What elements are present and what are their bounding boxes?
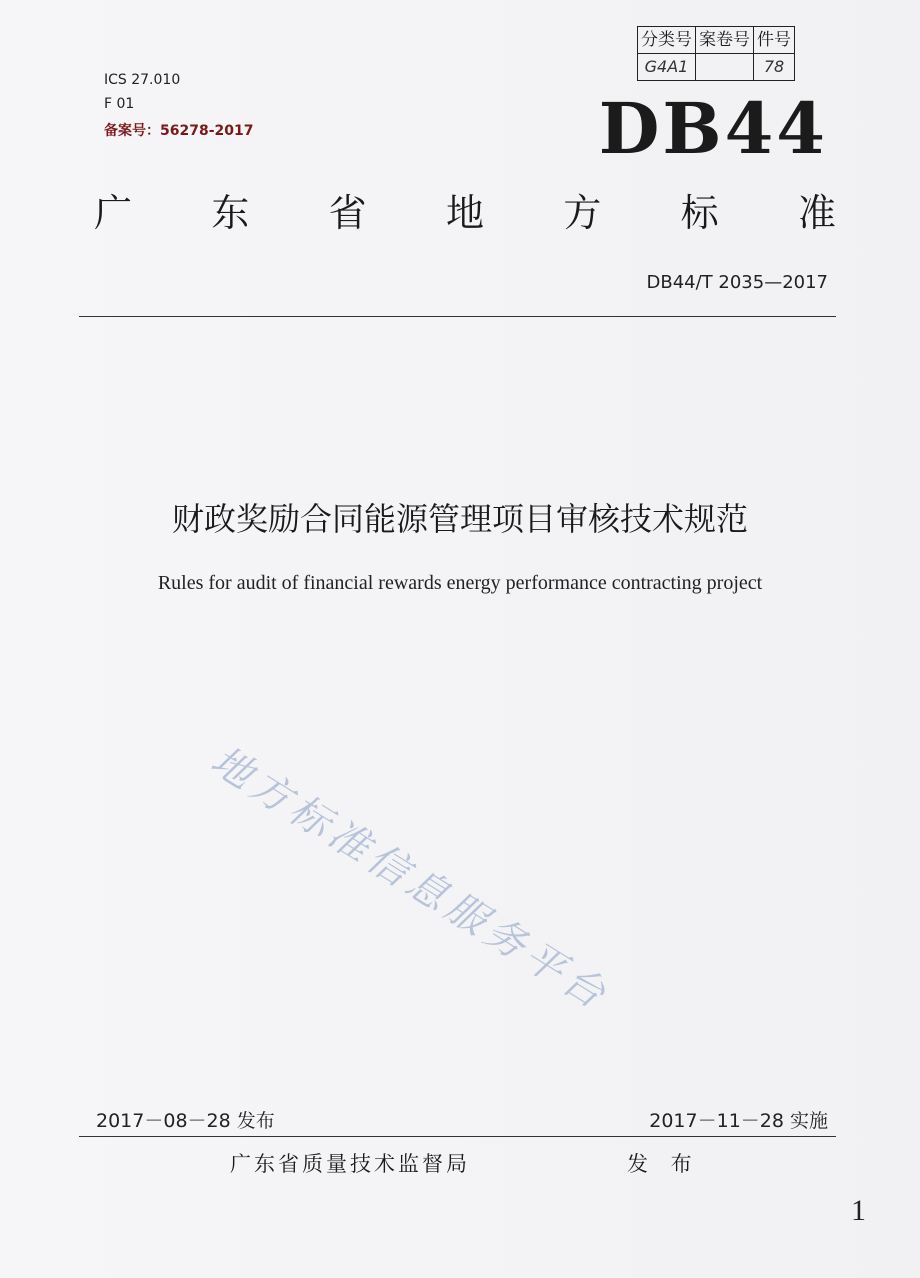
title-chinese: 财政奖励合同能源管理项目审核技术规范 <box>171 500 748 538</box>
ccs-code: F 01 <box>104 96 135 112</box>
standard-code-logo: DB44 <box>598 87 828 170</box>
archive-value-category: G4A1 <box>638 54 696 81</box>
heading-char: 方 <box>563 191 602 235</box>
archive-header-file: 案卷号 <box>696 27 754 54</box>
effective-date: 2017－11－28 实施 <box>649 1110 828 1132</box>
archive-header-row <box>638 27 795 54</box>
footer-divider <box>79 1136 836 1137</box>
ics-code: ICS 27.010 <box>104 72 181 88</box>
watermark-text: 地方标准信息服务平台 <box>202 737 618 1021</box>
registration-number: 备案号：56278-2017 <box>104 123 254 139</box>
header-divider <box>79 316 836 317</box>
archive-stamp-table <box>637 26 795 81</box>
heading-char: 地 <box>445 191 484 235</box>
archive-value-item: 78 <box>754 54 795 81</box>
archive-header-item: 件号 <box>754 27 795 54</box>
heading-char: 标 <box>680 191 719 235</box>
province-standard-heading <box>94 191 836 235</box>
archive-value-file <box>696 54 754 81</box>
heading-char: 东 <box>211 191 250 235</box>
archive-value-row <box>638 54 795 81</box>
archive-header-category: 分类号 <box>638 27 696 54</box>
standard-number: DB44/T 2035—2017 <box>646 272 828 293</box>
heading-char: 广 <box>94 191 133 235</box>
heading-char: 省 <box>328 191 367 235</box>
title-english: Rules for audit of financial rewards energy performance contracting project <box>157 572 763 594</box>
publisher-name: 广东省质量技术监督局 <box>230 1152 470 1176</box>
publish-label: 发 布 <box>627 1152 700 1176</box>
heading-char: 准 <box>797 191 836 235</box>
issue-date: 2017－08－28 发布 <box>96 1110 275 1132</box>
page-number: 1 <box>851 1194 866 1227</box>
